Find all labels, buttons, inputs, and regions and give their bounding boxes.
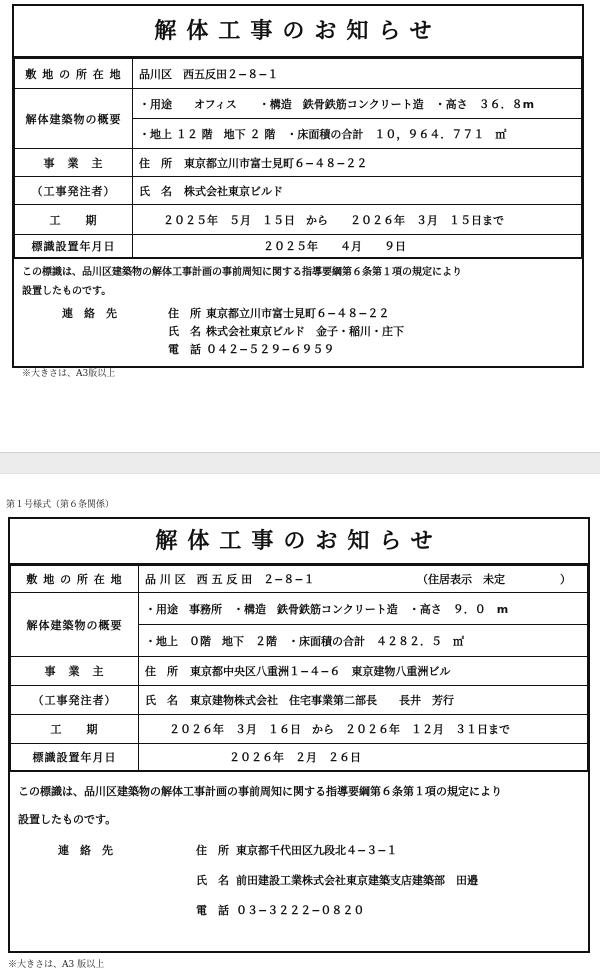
contact-tel-key: 電 話 <box>168 343 201 356</box>
contact-label: 連 絡 先 <box>58 844 113 857</box>
statement-line-1: この標識は、品川区建築物の解体工事計画の事前周知に関する指導要綱第６条第１項の規定により <box>22 267 462 278</box>
site-row <box>11 566 588 593</box>
owner-name: 株式会社東京ビルド <box>184 184 283 198</box>
site-label: 敷 地 の 所 在 地 <box>15 59 133 89</box>
overview-line-1: ・用途 事務所 ・構造 鉄骨鉄筋コンクリート造 ・高さ ９．０ m <box>139 593 588 625</box>
owner-name: 東京建物株式会社 住宅事業第二部長 長井 芳行 <box>190 694 454 707</box>
notice-footer <box>14 258 582 366</box>
overview-line-1: ・用途 オフィス ・構造 鉄骨鉄筋コンクリート造 ・高さ ３６．８m <box>133 89 582 119</box>
owner-row-2 <box>15 177 582 205</box>
owner-name-key: 氏 名 <box>145 694 178 707</box>
demolition-notice-top <box>12 4 584 368</box>
size-note-bottom: ※大きさは、A3 版以上 <box>8 960 105 970</box>
site-row <box>15 59 582 89</box>
contact-tel: ０３−３２２２−０８２０ <box>236 904 365 917</box>
posted-value: ２０２６年 ２月 ２６日 <box>139 744 588 771</box>
period-label: 工 期 <box>15 205 133 235</box>
demolition-notice-bottom <box>8 517 590 953</box>
notice-info-table <box>10 565 588 771</box>
owner-row-1 <box>15 149 582 177</box>
contact-tel-key: 電 話 <box>196 904 229 917</box>
statement-line-2: 設置したものです。 <box>18 813 117 826</box>
site-label: 敷 地 の 所 在 地 <box>11 566 139 593</box>
contact-tel: ０４２−５２９−６９５９ <box>206 343 335 356</box>
contact-address-key: 住 所 <box>196 844 229 857</box>
owner-sub-label: （工事発注者） <box>15 177 133 205</box>
contact-address: 東京都立川市富士見町６−４８−２２ <box>206 307 390 320</box>
period-value: ２０２６年 ３月 １６日 から ２０２６年 １２月 ３１日まで <box>139 715 588 744</box>
form-number-label: 第１号様式（第６条関係） <box>6 500 115 510</box>
owner-address: 東京都中央区八重洲１−４−６ 東京建物八重洲ビル <box>190 665 451 678</box>
period-value: ２０２５年 ５月 １５日 から ２０２６年 ３月 １５日まで <box>133 205 582 235</box>
statement-line-1: この標識は、品川区建築物の解体工事計画の事前周知に関する指導要綱第６条第１項の規定により <box>18 785 502 798</box>
notice-title: 解体工事のお知らせ <box>10 519 588 565</box>
site-value: 品川区 西五反田２−８−１ <box>133 59 582 89</box>
owner-row-2 <box>11 686 588 715</box>
posted-row <box>11 744 588 771</box>
contact-address-key: 住 所 <box>168 307 201 320</box>
contact-block <box>58 842 580 918</box>
photo-divider <box>0 452 600 474</box>
period-label: 工 期 <box>11 715 139 744</box>
site-note: （住居表示 未定 ） <box>417 573 571 586</box>
period-row <box>15 205 582 235</box>
posted-value: ２０２５年 ４月 ９日 <box>133 235 582 258</box>
owner-address: 東京都立川市富士見町６−４８−２２ <box>184 156 368 170</box>
owner-address-key: 住 所 <box>145 665 178 678</box>
notice-footer <box>10 771 588 939</box>
overview-line-2: ・地上 ０階 地下 ２階 ・床面積の合計 ４２８２．５ ㎡ <box>139 625 588 657</box>
contact-name-key: 氏 名 <box>168 325 201 338</box>
posted-row <box>15 235 582 258</box>
overview-row-1 <box>11 593 588 625</box>
owner-sub-label: （工事発注者） <box>11 686 139 715</box>
owner-name-key: 氏 名 <box>139 184 172 198</box>
contact-name: 前田建設工業株式会社東京建築支店建築部 田邉 <box>236 874 478 887</box>
statement-line-2: 設置したものです。 <box>22 286 112 297</box>
overview-line-2: ・地上 １２ 階 地下 ２ 階 ・床面積の合計 １０，９６４．７７１ ㎡ <box>133 119 582 149</box>
posted-label: 標識設置年月日 <box>15 235 133 258</box>
size-note-top: ※大きさは、A3版以上 <box>22 369 116 379</box>
notice-title: 解体工事のお知らせ <box>14 6 582 58</box>
owner-row-1 <box>11 657 588 686</box>
contact-block <box>62 305 574 357</box>
notice-info-table <box>14 58 582 258</box>
owner-label: 事 業 主 <box>15 149 133 177</box>
site-value: 品 川 区 西 五 反 田 ２−８−１ <box>145 573 315 586</box>
contact-address: 東京都千代田区九段北４−３−１ <box>236 844 398 857</box>
contact-name-key: 氏 名 <box>196 874 229 887</box>
overview-label: 解体建築物の概要 <box>15 89 133 149</box>
overview-row-1 <box>15 89 582 119</box>
owner-address-key: 住 所 <box>139 156 172 170</box>
period-row <box>11 715 588 744</box>
owner-label: 事 業 主 <box>11 657 139 686</box>
contact-label: 連 絡 先 <box>62 307 117 320</box>
posted-label: 標識設置年月日 <box>11 744 139 771</box>
overview-label: 解体建築物の概要 <box>11 593 139 657</box>
contact-name: 株式会社東京ビルド 金子・稲川・庄下 <box>206 325 404 338</box>
